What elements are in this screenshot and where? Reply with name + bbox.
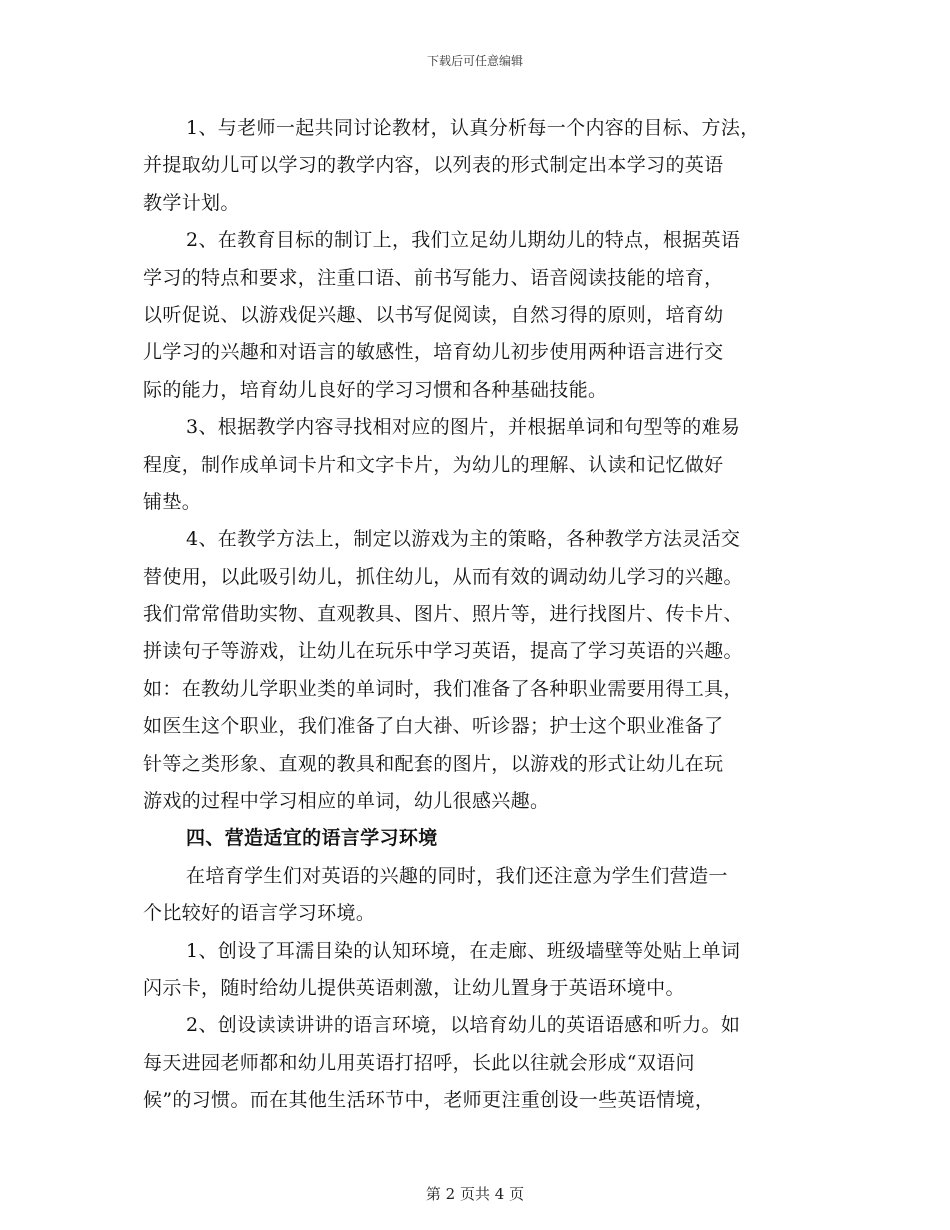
paragraph-line: 闪示卡，随时给幼儿提供英语刺激，让幼儿置身于英语环境中。: [143, 976, 685, 999]
paragraph-line: 际的能力，培育幼儿良好的学习习惯和各种基础技能。: [143, 378, 608, 401]
paragraph-line: 拼读句子等游戏，让幼儿在玩乐中学习英语，提高了学习英语的兴趣。: [143, 640, 743, 663]
paragraph-line: 个比较好的语言学习环境。: [143, 902, 376, 925]
paragraph-line: 如：在教幼儿学职业类的单词时，我们准备了各种职业需要用得工具，: [143, 677, 743, 700]
section-heading: 四、营造适宜的语言学习环境: [186, 827, 438, 850]
paragraph-line: 学习的特点和要求，注重口语、前书写能力、语音阅读技能的培育，: [143, 266, 724, 289]
paragraph-line: 候”的习惯。而在其他生活环节中，老师更注重创设一些英语情境，: [143, 1089, 715, 1112]
paragraph-line: 如医生这个职业，我们准备了白大褂、听诊器；护士这个职业准备了: [143, 715, 724, 738]
page-header: 下载后可任意编辑: [426, 54, 523, 68]
paragraph-line: 1、创设了耳濡目染的认知环境，在走廊、班级墙壁等处贴上单词: [186, 939, 741, 962]
document-body: [143, 110, 823, 1120]
paragraph-line: 3、根据教学内容寻找相对应的图片，并根据单词和句型等的难易: [186, 416, 741, 439]
paragraph-line: 游戏的过程中学习相应的单词，幼儿很感兴趣。: [143, 790, 550, 813]
paragraph-line: 4、在教学方法上，制定以游戏为主的策略，各种教学方法灵活交: [186, 528, 741, 551]
paragraph-line: 我们常常借助实物、直观教具、图片、照片等，进行找图片、传卡片、: [143, 603, 743, 626]
paragraph-line: 教学计划。: [143, 191, 240, 214]
page-footer: 第 2 页共 4 页: [425, 1185, 525, 1203]
paragraph-line: 每天进园老师都和幼儿用英语打招呼，长此以往就会形成“双语问: [143, 1051, 695, 1074]
paragraph-line: 1、与老师一起共同讨论教材，认真分析每一个内容的目标、方法，: [186, 117, 760, 139]
paragraph-line: 2、在教育目标的制订上，我们立足幼儿期幼儿的特点，根据英语: [186, 229, 741, 252]
paragraph-line: 以听促说、以游戏促兴趣、以书写促阅读，自然习得的原则，培育幼: [143, 303, 724, 326]
paragraph-line: 儿学习的兴趣和对语言的敏感性，培育幼儿初步使用两种语言进行交: [143, 341, 724, 364]
paragraph-line: 针等之类形象、直观的教具和配套的图片，以游戏的形式让幼儿在玩: [143, 752, 724, 775]
paragraph-line: 铺垫。: [143, 490, 202, 513]
paragraph-line: 并提取幼儿可以学习的教学内容，以列表的形式制定出本学习的英语: [143, 154, 724, 177]
paragraph-line: 程度，制作成单词卡片和文字卡片，为幼儿的理解、认读和记忆做好: [143, 453, 724, 476]
paragraph-line: 在培育学生们对英语的兴趣的同时，我们还注意为学生们营造一: [186, 864, 728, 887]
paragraph-line: 替使用，以此吸引幼儿，抓住幼儿，从而有效的调动幼儿学习的兴趣。: [143, 565, 743, 588]
paragraph-line: 2、创设读读讲讲的语言环境，以培育幼儿的英语语感和听力。如: [186, 1014, 741, 1037]
